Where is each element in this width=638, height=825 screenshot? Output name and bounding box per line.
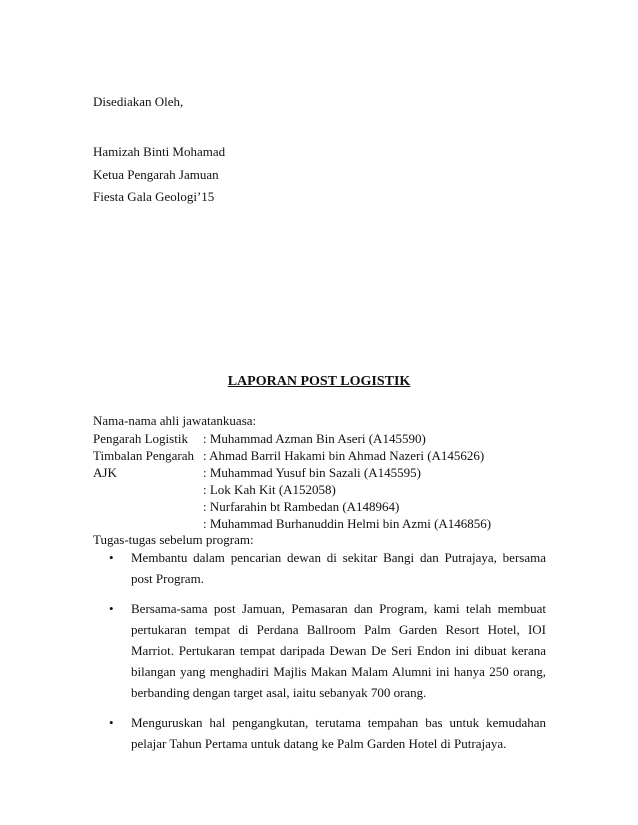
committee-row	[93, 464, 421, 481]
committee-role: AJK	[93, 465, 117, 480]
committee-row	[93, 430, 426, 447]
bullet-icon: •	[109, 715, 114, 730]
list-item	[109, 547, 546, 589]
committee-heading: Nama-nama ahli jawatankuasa:	[93, 413, 257, 428]
committee-member: : Ahmad Barril Hakami bin Ahmad Nazeri (A145626)	[203, 448, 485, 463]
committee-member: : Muhammad Burhanuddin Helmi bin Azmi (A146856)	[203, 516, 492, 531]
list-item	[109, 712, 546, 754]
committee-row	[93, 447, 484, 464]
committee-role: Pengarah Logistik	[93, 431, 188, 446]
committee-row	[93, 515, 491, 532]
bullet-icon: •	[109, 601, 114, 616]
task-text: Bersama-sama post Jamuan, Pemasaran dan Program, kami telah membuat pertukaran tempat di Perdana Ballroom Palm Garden Resort Hotel, IOI Marriot. Pertukaran tempat daripada Dewan De Seri Endon ini dibuat kerana bilangan yang menghadiri Majlis Makan Malam Alumni ini hanya 250 orang, berbanding dengan target asal, iaitu sebanyak 700 orang.	[131, 601, 546, 700]
bullet-icon: •	[109, 550, 114, 565]
committee-member: : Lok Kah Kit (A152058)	[203, 482, 336, 497]
signatory-name: Hamizah Binti Mohamad	[93, 144, 226, 159]
committee-row	[93, 498, 399, 515]
committee-member: : Muhammad Azman Bin Aseri (A145590)	[203, 431, 426, 446]
committee-member: : Muhammad Yusuf bin Sazali (A145595)	[203, 465, 421, 480]
committee-member: : Nurfarahin bt Rambedan (A148964)	[203, 499, 400, 514]
signatory-position: Ketua Pengarah Jamuan	[93, 167, 219, 182]
event-name: Fiesta Gala Geologi’15	[93, 189, 215, 204]
committee-row	[93, 481, 336, 498]
task-text: Menguruskan hal pengangkutan, terutama tempahan bas untuk kemudahan pelajar Tahun Pertama untuk datang ke Palm Garden Hotel di Putrajaya.	[131, 715, 546, 751]
list-item	[109, 598, 546, 703]
tasks-heading: Tugas-tugas sebelum program:	[93, 532, 254, 547]
tasks-list	[109, 547, 546, 763]
committee-role: Timbalan Pengarah	[93, 448, 194, 463]
task-text: Membantu dalam pencarian dewan di sekitar Bangi dan Putrajaya, bersama post Program.	[131, 550, 546, 586]
prepared-by-label: Disediakan Oleh,	[93, 94, 184, 109]
report-title: LAPORAN POST LOGISTIK	[227, 374, 411, 389]
